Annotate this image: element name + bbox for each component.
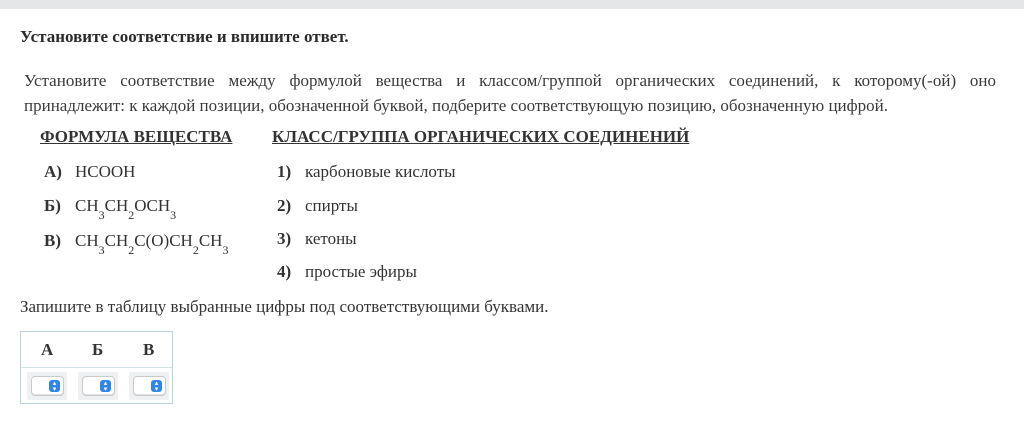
task-instruction: Установите соответствие между формулой вещества и классом/группой органических соединений, к которому(-ой) оно принадлежит: к каждой позиции, обозначенной буквой, подберите соответствующую позицию, обозначенную цифрой. [24,71,996,115]
formula-text: $CH_3CH_2OCH_3$ [75,196,177,223]
formula-text: HCOOH [75,162,136,181]
formula-label: В) [44,231,61,250]
class-row-4 [277,262,417,282]
answer-select-c[interactable] [133,376,166,396]
updown-chevron-icon: ▴ ▾ [151,380,162,392]
top-bar [0,0,1024,9]
formula-row-c [44,231,229,258]
formula-column-title: ФОРМУЛА ВЕЩЕСТВА [40,127,233,146]
class-row-2 [277,196,358,216]
updown-chevron-icon: ▴ ▾ [100,380,111,392]
answer-header-a: А [41,340,54,359]
class-row-3 [277,229,357,249]
answer-prompt: Запишите в таблицу выбранные цифры под соответствующими буквами. [20,297,549,316]
class-text: спирты [305,196,358,215]
answer-table [20,331,173,404]
answer-header-b: Б [92,340,104,359]
class-label: 1) [277,162,292,181]
class-label: 2) [277,196,292,215]
class-text: кетоны [305,229,357,248]
class-text: простые эфиры [305,262,417,281]
formula-row-b [44,196,177,223]
formula-label: А) [44,162,62,181]
answer-header-c: В [143,340,155,359]
answer-table-header [21,332,172,368]
updown-chevron-icon: ▴ ▾ [49,380,60,392]
task-heading: Установите соответствие и впишите ответ. [20,27,349,46]
answer-select-b[interactable] [82,376,115,396]
class-row-1 [277,162,456,182]
class-label: 4) [277,262,292,281]
answer-select-a[interactable] [31,376,64,396]
class-label: 3) [277,229,292,248]
formula-text: $CH_3CH_2C(O)CH_2CH_3$ [75,231,229,258]
class-column-title: КЛАСС/ГРУППА ОРГАНИЧЕСКИХ СОЕДИНЕНИЙ [272,127,690,146]
formula-label: Б) [44,196,61,215]
formula-row-a [44,162,135,182]
class-text: карбоновые кислоты [305,162,456,181]
